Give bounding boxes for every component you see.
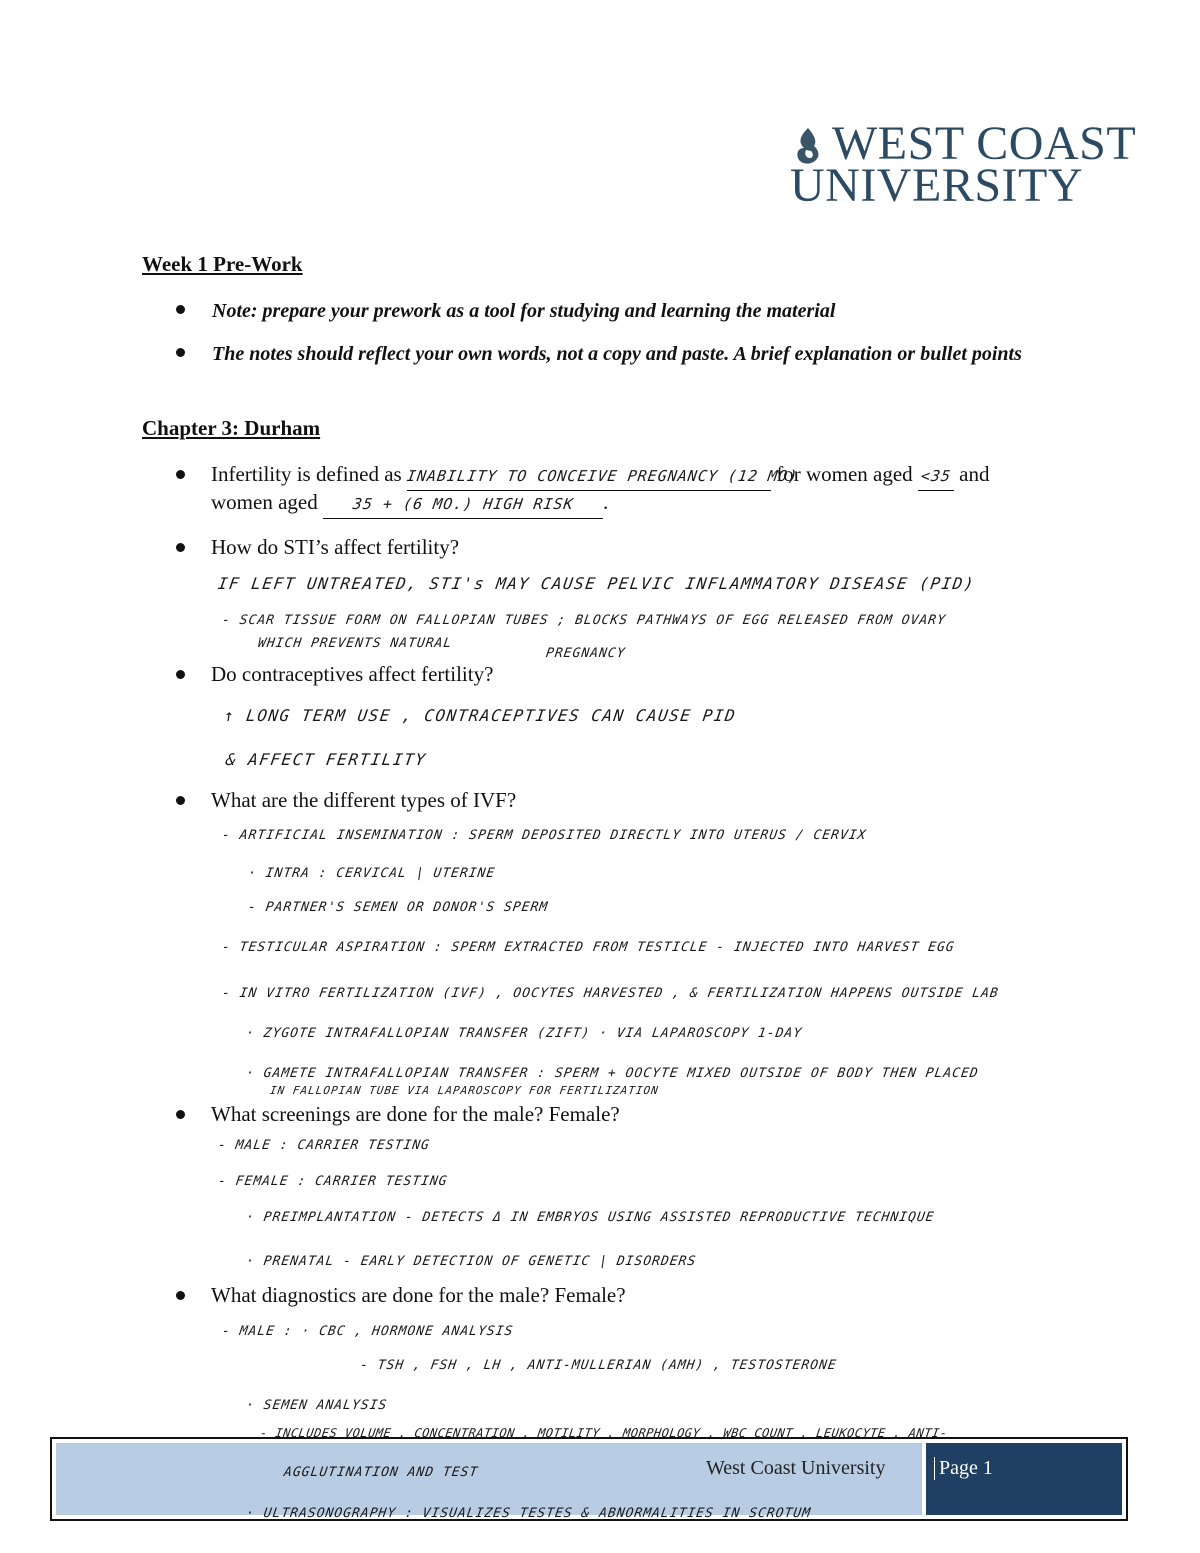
note-2: The notes should reflect your own words, not a copy and paste. A brief explanation or bullet points [212, 343, 1022, 365]
question-infertility [211, 460, 989, 491]
logo-line-2: UNIVERSITY [790, 159, 1083, 212]
answer-ivf-5: - IN VITRO FERTILIZATION (IVF) , OOCYTES HARVESTED , & FERTILIZATION HAPPENS OUTSIDE LAB [220, 986, 1000, 1001]
question-infertility-line2 [211, 488, 608, 519]
answer-ivf-2: · INTRA : CERVICAL | UTERINE [246, 866, 497, 881]
bullet-icon [176, 1110, 185, 1119]
answer-screenings-2: - FEMALE : CARRIER TESTING [216, 1174, 449, 1189]
note-1: Note: prepare your prework as a tool for studying and learning the material [212, 300, 836, 322]
question-sti: How do STI’s affect fertility? [211, 535, 460, 559]
answer-ivf-1: - ARTIFICIAL INSEMINATION : SPERM DEPOSITED DIRECTLY INTO UTERUS / CERVIX [220, 828, 868, 843]
bullet-icon [176, 305, 185, 314]
answer-diagnostics-2: - TSH , FSH , LH , ANTI-MULLERIAN (AMH) , TESTOSTERONE [358, 1358, 838, 1373]
answer-diagnostics-3: · SEMEN ANALYSIS [244, 1398, 389, 1413]
answer-ivf-3: - PARTNER'S SEMEN OR DONOR'S SPERM [246, 900, 550, 915]
q1-blank-age2: 35 + (6 MO.) HIGH RISK [323, 488, 603, 519]
question-contraceptives: Do contraceptives affect fertility? [211, 662, 494, 686]
chapter-heading: Chapter 3: Durham [142, 416, 321, 440]
logo-line-1: WEST COAST [832, 117, 1137, 170]
answer-diagnostics-6: · ULTRASONOGRAPHY : VISUALIZES TESTES & ABNORMALITIES IN SCROTUM [244, 1506, 812, 1521]
bullet-icon [176, 670, 185, 679]
answer-sti-4: PREGNANCY [544, 646, 627, 661]
answer-ivf-4: - TESTICULAR ASPIRATION : SPERM EXTRACTED FROM TESTICLE - INJECTED INTO HARVEST EGG [220, 940, 956, 955]
answer-sti-2: - SCAR TISSUE FORM ON FALLOPIAN TUBES ; BLOCKS PATHWAYS OF EGG RELEASED FROM OVARY [220, 613, 947, 628]
answer-screenings-4: · PRENATAL - EARLY DETECTION OF GENETIC | DISORDERS [244, 1254, 698, 1269]
bullet-icon [176, 470, 185, 479]
q1-part3: and [959, 462, 990, 486]
answer-diagnostics-1: - MALE : · CBC , HORMONE ANALYSIS [220, 1324, 515, 1339]
answer-ivf-6: · ZYGOTE INTRAFALLOPIAN TRANSFER (ZIFT) · VIA LAPAROSCOPY 1-DAY [244, 1026, 804, 1041]
q1-end: . [602, 490, 609, 514]
answer-diagnostics-4: - INCLUDES VOLUME , CONCENTRATION , MOTILITY , MORPHOLOGY , WBC COUNT , LEUKOCYTE , ANTI- [259, 1426, 949, 1440]
answer-screenings-3: · PREIMPLANTATION - DETECTS Δ IN EMBRYOS USING ASSISTED REPRODUCTIVE TECHNIQUE [244, 1210, 936, 1225]
q1-part2: for women aged [776, 462, 913, 486]
answer-sti-3: WHICH PREVENTS NATURAL [256, 636, 454, 651]
answer-ivf-8: IN FALLOPIAN TUBE VIA LAPAROSCOPY FOR FERTILIZATION [269, 1084, 660, 1097]
university-logo [790, 117, 1160, 212]
page-number: Page 1 [934, 1457, 993, 1480]
answer-contraceptives-1: ↑ LONG TERM USE , CONTRACEPTIVES CAN CAUSE PID [222, 706, 738, 725]
q1-part1: Infertility is defined as [211, 462, 402, 486]
question-screenings: What screenings are done for the male? Female? [211, 1102, 620, 1126]
answer-diagnostics-5: AGGLUTINATION AND TEST [282, 1465, 480, 1480]
bullet-icon [176, 1291, 185, 1300]
answer-ivf-7: · GAMETE INTRAFALLOPIAN TRANSFER : SPERM + OOCYTE MIXED OUTSIDE OF BODY THEN PLACED [244, 1066, 980, 1081]
q1-blank-age1: <35 [918, 460, 954, 491]
footer-university: West Coast University [706, 1457, 886, 1479]
bullet-icon [176, 543, 185, 552]
page-title: Week 1 Pre-Work [142, 252, 303, 276]
footer-page-box [926, 1443, 1122, 1515]
question-diagnostics: What diagnostics are done for the male? Female? [211, 1283, 626, 1307]
q1-part4: women aged [211, 490, 318, 514]
answer-sti-1: IF LEFT UNTREATED, STI's MAY CAUSE PELVIC INFLAMMATORY DISEASE (PID) [216, 574, 977, 593]
q1-blank-definition: INABILITY TO CONCEIVE PREGNANCY (12 MO) [407, 460, 771, 491]
bullet-icon [176, 796, 185, 805]
answer-screenings-1: - MALE : CARRIER TESTING [216, 1138, 431, 1153]
answer-contraceptives-2: & AFFECT FERTILITY [224, 750, 428, 769]
question-ivf: What are the different types of IVF? [211, 788, 517, 812]
bullet-icon [176, 348, 185, 357]
